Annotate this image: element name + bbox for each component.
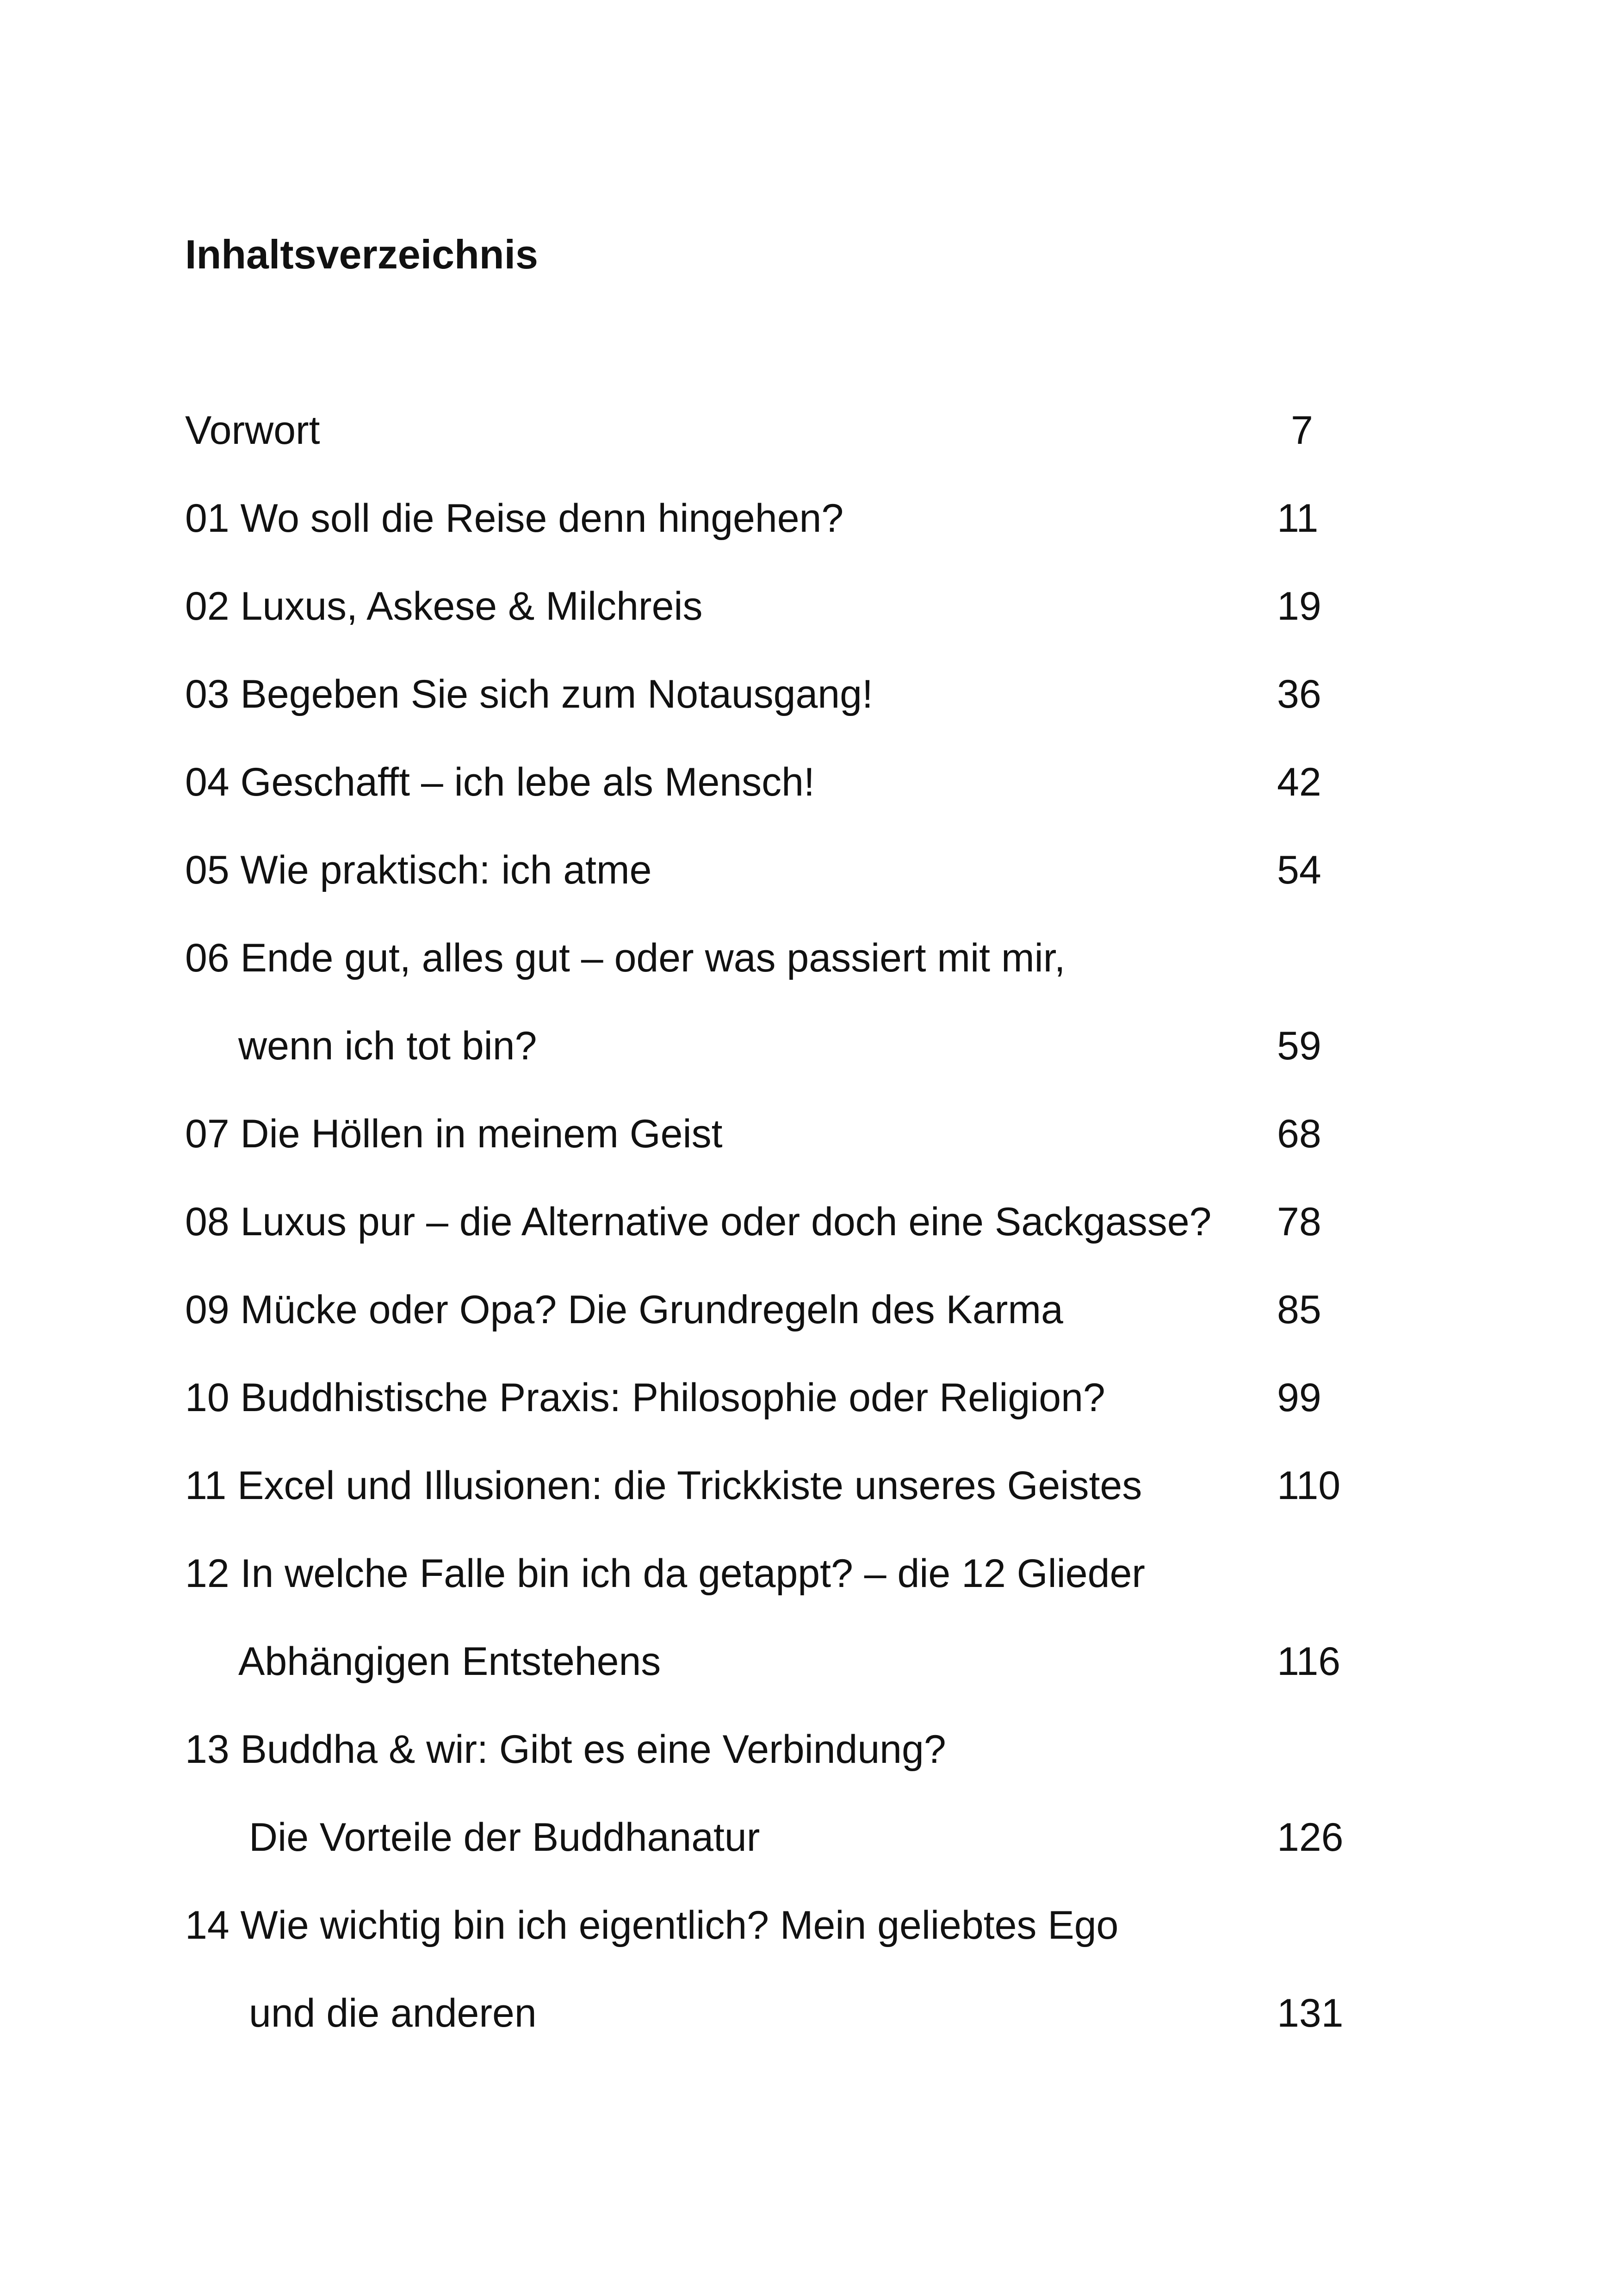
toc-entry-page: 19 bbox=[1277, 584, 1321, 628]
toc-entry-page: 131 bbox=[1277, 1991, 1344, 2035]
page-title: Inhaltsverzeichnis bbox=[185, 231, 538, 277]
toc-entry bbox=[0, 1372, 1618, 1423]
toc-entry-title: Abhängigen Entstehens bbox=[238, 1639, 661, 1684]
toc-entry-continuation bbox=[0, 1020, 1618, 1071]
toc-entry bbox=[0, 405, 1618, 456]
toc-entry-title: und die anderen bbox=[249, 1991, 537, 2035]
toc-entry bbox=[0, 1548, 1618, 1599]
toc-entry-title: 04 Geschafft – ich lebe als Mensch! bbox=[185, 760, 815, 804]
toc-entry-page: 68 bbox=[1277, 1112, 1321, 1156]
toc-entry bbox=[0, 1900, 1618, 1951]
toc-entry-title: Die Vorteile der Buddhanatur bbox=[249, 1815, 760, 1860]
toc-entry-title: wenn ich tot bin? bbox=[238, 1024, 537, 1068]
toc-entry-title: 01 Wo soll die Reise denn hingehen? bbox=[185, 496, 844, 541]
toc-entry-page: 78 bbox=[1277, 1200, 1321, 1244]
toc-entry-page: 11 bbox=[1277, 496, 1319, 541]
toc-entry-title: 10 Buddhistische Praxis: Philosophie oder Religion? bbox=[185, 1375, 1105, 1420]
toc-entry-page: 36 bbox=[1277, 672, 1321, 716]
toc-entry-page: 126 bbox=[1277, 1815, 1344, 1860]
toc-entry-title: 06 Ende gut, alles gut – oder was passiert mit mir, bbox=[185, 936, 1066, 980]
toc-entry-continuation bbox=[0, 1988, 1618, 2039]
toc-entry-page: 59 bbox=[1277, 1024, 1321, 1068]
toc-entry-title: 09 Mücke oder Opa? Die Grundregeln des Karma bbox=[185, 1288, 1063, 1332]
toc-entry bbox=[0, 1724, 1618, 1775]
toc-entry-continuation bbox=[0, 1812, 1618, 1863]
toc-entry-page: 54 bbox=[1277, 848, 1321, 892]
toc-entry-page: 99 bbox=[1277, 1375, 1321, 1420]
toc-entry-title: 13 Buddha & wir: Gibt es eine Verbindung? bbox=[185, 1727, 946, 1772]
toc-entry-page: 85 bbox=[1277, 1288, 1321, 1332]
toc-entry-title: 03 Begeben Sie sich zum Notausgang! bbox=[185, 672, 873, 716]
toc-entry bbox=[0, 1108, 1618, 1159]
toc-entry-title: 14 Wie wichtig bin ich eigentlich? Mein geliebtes Ego bbox=[185, 1903, 1119, 1948]
toc-entry-continuation bbox=[0, 1636, 1618, 1687]
toc-entry bbox=[0, 933, 1618, 983]
toc-entry bbox=[0, 757, 1618, 808]
toc-entry-title: 02 Luxus, Askese & Milchreis bbox=[185, 584, 703, 628]
toc-entry bbox=[0, 581, 1618, 632]
toc-entry-title: 12 In welche Falle bin ich da getappt? – die 12 Glieder bbox=[185, 1551, 1145, 1596]
toc-entry bbox=[0, 669, 1618, 720]
toc-entry-title: 05 Wie praktisch: ich atme bbox=[185, 848, 652, 892]
toc-entry-title: 08 Luxus pur – die Alternative oder doch eine Sackgasse? bbox=[185, 1200, 1212, 1244]
toc-entry-page: 110 bbox=[1277, 1463, 1341, 1508]
toc-entry bbox=[0, 845, 1618, 896]
toc-entry bbox=[0, 493, 1618, 544]
toc-entry-page: 116 bbox=[1277, 1639, 1341, 1684]
toc-entry bbox=[0, 1460, 1618, 1511]
toc-entry bbox=[0, 1284, 1618, 1335]
toc-entry-page: 7 bbox=[1291, 408, 1313, 453]
toc-entry-title: 07 Die Höllen in meinem Geist bbox=[185, 1112, 723, 1156]
toc-entry-page: 42 bbox=[1277, 760, 1321, 804]
toc-entry-title: 11 Excel und Illusionen: die Trickkiste unseres Geistes bbox=[185, 1463, 1142, 1508]
toc-entry bbox=[0, 1196, 1618, 1247]
toc-entry-title: Vorwort bbox=[185, 408, 320, 453]
